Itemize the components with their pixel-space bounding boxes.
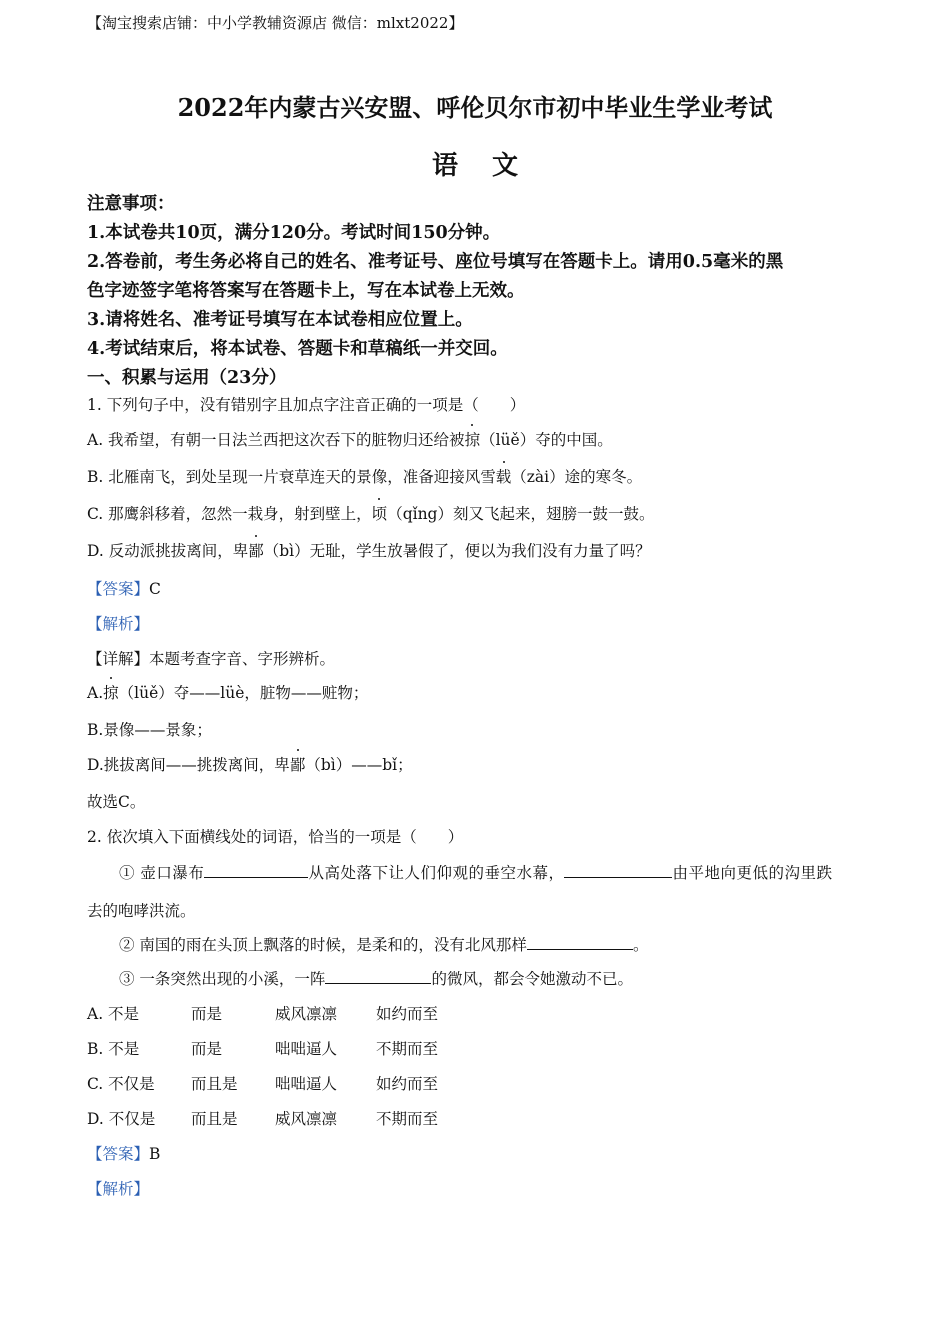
q2-blank-1	[204, 863, 308, 878]
q2-sentence-1	[119, 861, 832, 883]
q2-option-d-word-2: 而且是	[191, 1110, 238, 1128]
q1-option-a-pre: A. 我希望，有朝一日法兰西把这次吞下的脏物归还给被	[87, 431, 465, 449]
q1-analysis-label: 【解析】	[87, 615, 150, 633]
q1-detail: 【详解】本题考查字音、字形辨析。	[87, 650, 336, 668]
q2-answer-value: B	[149, 1145, 161, 1163]
q2-sentence-2	[119, 933, 648, 955]
q2-option-a-word-4: 如约而至	[376, 1005, 439, 1023]
q2-sentence-1-part-b: 从高处落下让人们仰观的垂空水幕，	[308, 864, 565, 882]
q1-conclusion: 故选C。	[87, 793, 146, 811]
q1-explain-d-post: （bì）——bǐ；	[305, 756, 413, 774]
q2-sentence-3	[119, 967, 633, 989]
q2-option-c-word-2: 而且是	[191, 1075, 238, 1093]
q1-explain-a	[87, 681, 368, 703]
q1-option-a	[87, 428, 613, 450]
q1-explain-d	[87, 753, 413, 775]
q1-option-d-pre: D. 反动派挑拔离间，卑	[87, 542, 249, 560]
notice-item-4: 4.考试结束后，将本试卷、答题卡和草稿纸一并交回。	[87, 339, 508, 359]
exam-title: 2022年内蒙古兴安盟、呼伦贝尔市初中毕业生学业考试	[177, 93, 773, 122]
q1-option-c-pre: C. 那鹰斜移着，忽然一栽身，射到壁上，	[87, 505, 372, 523]
q1-explain-a-dotted-char: 掠	[103, 681, 119, 703]
q2-answer	[87, 1142, 160, 1164]
section-heading-1: 一、积累与运用（23分）	[87, 368, 287, 388]
q1-explain-b: B.景像——景象；	[87, 721, 212, 739]
q1-option-a-dotted-char: 掠	[465, 428, 481, 450]
q2-option-a-word-1: A. 不是	[87, 1005, 140, 1023]
q1-answer-label: 【答案】	[87, 580, 150, 598]
notice-item-3: 3.请将姓名、准考证号填写在本试卷相应位置上。	[87, 310, 473, 330]
q2-option-b-word-3: 咄咄逼人	[275, 1040, 338, 1058]
q2-sentence-3-part-a: ③ 一条突然出现的小溪，一阵	[119, 970, 326, 988]
q1-option-c	[87, 502, 654, 524]
notice-item-2-line-2: 色字迹签字笔将答案写在答题卡上，写在本试卷上无效。	[87, 281, 525, 301]
page-header-note: 【淘宝搜索店铺：中小学教辅资源店 微信：mlxt2022】	[87, 14, 464, 32]
q2-option-d-word-1: D. 不仅是	[87, 1110, 156, 1128]
q2-option-b-word-2: 而是	[191, 1040, 223, 1058]
q1-explain-a-pre: A.	[87, 684, 104, 702]
q2-option-d-word-4: 不期而至	[376, 1110, 439, 1128]
q2-answer-label: 【答案】	[87, 1145, 150, 1163]
notice-item-1: 1.本试卷共10页，满分120分。考试时间150分钟。	[87, 223, 501, 243]
q1-option-b	[87, 465, 642, 487]
q2-sentence-3-part-b: 的微风，都会令她激动不已。	[431, 970, 633, 988]
q2-option-d-word-3: 威风凛凛	[275, 1110, 338, 1128]
q2-sentence-1-part-c: 由平地向更低的沟里跌	[672, 864, 833, 882]
q1-option-b-post: （zài）途的寒冬。	[511, 468, 643, 486]
q2-sentence-2-part-a: ② 南国的雨在头顶上飘落的时候，是柔和的，没有北风那样	[119, 936, 527, 954]
q2-option-c-word-1: C. 不仅是	[87, 1075, 155, 1093]
q1-option-b-dotted-char: 载	[496, 465, 512, 487]
q1-explain-d-pre: D.挑拔离间——挑拨离间，卑	[87, 756, 290, 774]
q2-blank-4	[325, 969, 431, 984]
q2-option-b-word-4: 不期而至	[376, 1040, 439, 1058]
q1-option-a-post: （lüě）夺的中国。	[480, 431, 613, 449]
q2-analysis-label: 【解析】	[87, 1180, 150, 1198]
q1-explain-a-post: （lüě）夺——lüè，脏物——赃物；	[118, 684, 369, 702]
notice-heading: 注意事项：	[87, 194, 175, 214]
q2-option-c-word-3: 咄咄逼人	[275, 1075, 338, 1093]
q1-option-c-dotted-char: 顷	[372, 502, 388, 524]
q2-blank-2	[564, 863, 672, 878]
q2-sentence-2-part-b: 。	[632, 936, 649, 954]
notice-item-2-line-1: 2.答卷前，考生务必将自己的姓名、准考证号、座位号填写在答题卡上。请用0.5毫米的黑	[87, 252, 784, 272]
q1-stem: 1. 下列句子中，没有错别字且加点字注音正确的一项是（ ）	[87, 396, 526, 414]
q1-answer-value: C	[149, 580, 161, 598]
q2-option-a-word-2: 而是	[191, 1005, 223, 1023]
q2-stem: 2. 依次填入下面横线处的词语，恰当的一项是（ ）	[87, 828, 464, 846]
q1-option-c-post: （qǐng）刻又飞起来，翅膀一鼓一鼓。	[387, 505, 655, 523]
q1-option-d-post: （bì）无耻，学生放暑假了，便以为我们没有力量了吗？	[263, 542, 651, 560]
q2-option-b-word-1: B. 不是	[87, 1040, 140, 1058]
exam-subject: 语文	[431, 151, 552, 181]
q1-explain-d-dotted-char: 鄙	[290, 753, 306, 775]
q2-sentence-1-continued: 去的咆哮洪流。	[87, 902, 196, 920]
q1-option-d-dotted-char: 鄙	[248, 539, 264, 561]
q1-option-b-pre: B. 北雁南飞，到处呈现一片衰草连天的景像，准备迎接风雪	[87, 468, 496, 486]
q2-blank-3	[527, 935, 633, 950]
q1-answer	[87, 577, 161, 599]
q1-option-d	[87, 539, 651, 561]
q2-sentence-1-part-a: ① 壶口瀑布	[119, 864, 205, 882]
q2-option-a-word-3: 威风凛凛	[275, 1005, 338, 1023]
q2-option-c-word-4: 如约而至	[376, 1075, 439, 1093]
